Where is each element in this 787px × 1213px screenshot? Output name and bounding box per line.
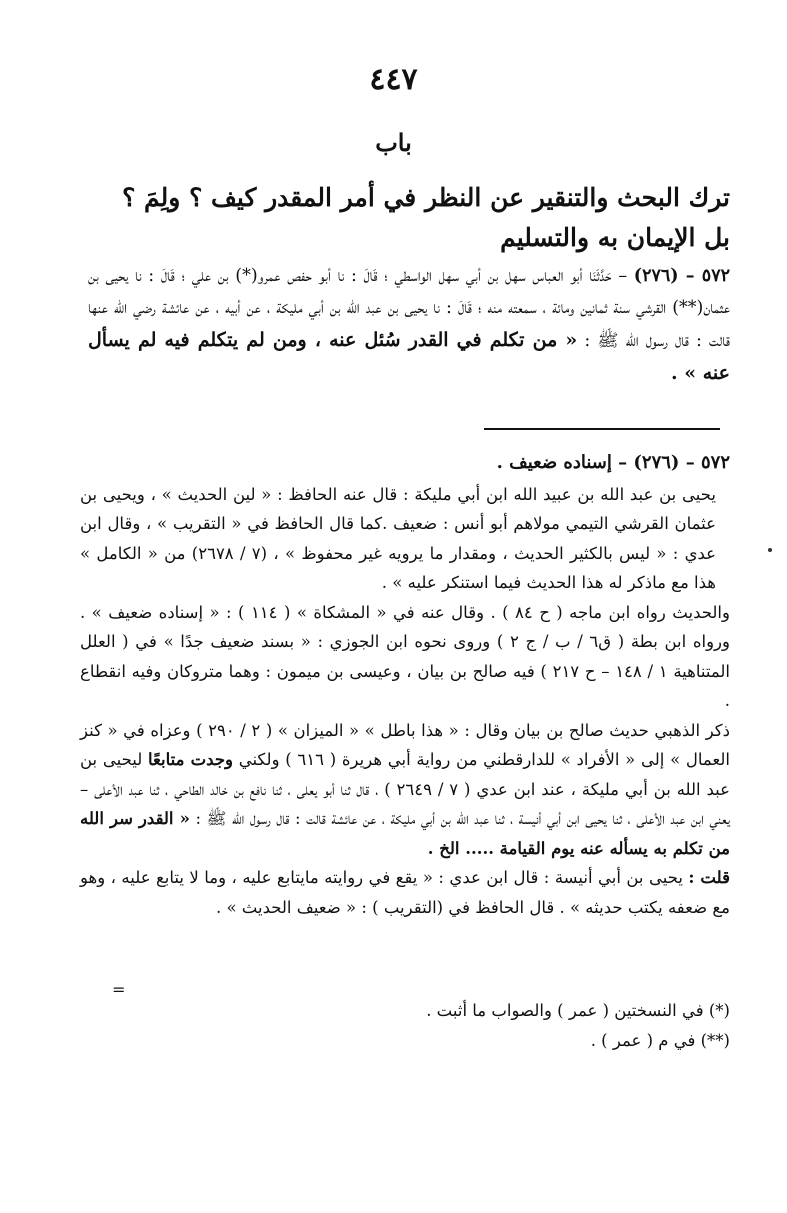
commentary-paragraph <box>80 716 730 864</box>
footnotes <box>80 996 730 1056</box>
commentary-note-label: قلت : <box>688 868 730 887</box>
commentary-heading: ٥٧٢ – (٢٧٦) – إسناده ضعيف . <box>496 452 730 473</box>
hadith-text <box>88 260 730 390</box>
footnote: (**) في م ( عمر ) . <box>590 1031 730 1050</box>
commentary-quote: « القدر سر الله من تكلم به يسأله عنه يوم القيامة ..... الخ . <box>80 809 730 858</box>
margin-dot <box>768 548 772 552</box>
hadith-number: ٥٧٢ – (٢٧٦) <box>633 266 730 286</box>
commentary-text: ليحيى بن عبد الله بن أبي مليكة ، عند ابن عدي ( ٧ / ٢٦٤٩ ) ، قال ثنا أبو يعلى ، ثنا نافع بن خالد الطاحي ، ثنا عبد الأعلى – يعني ابن عبد الأعلى ، ثنا يحيى ابن أبي أنيسة ، ثنا عبد الله بن أبي مليكة ، عن عائشة قالت : قال رسول الله ﷺ : <box>80 750 730 828</box>
chapter-label: باب <box>375 128 412 157</box>
continuation-mark: = <box>112 980 126 999</box>
page-number: ٤٤٧ <box>369 62 418 97</box>
commentary-paragraph <box>80 863 730 922</box>
commentary-paragraph: يحيى بن عبد الله بن عبيد الله ابن أبي مليكة : قال عنه الحافظ : « لين الحديث » ، ويحيى بن عثمان القرشي التيمي مولاهم أبو أنس : ضعيف .كما قال الحافظ في « التقريب » ، وقال ابن عدي : « ليس بالكثير الحديث ، ومقدار ما يرويه غير محفوظ » ، (٧ / ٢٦٧٨) من « الكامل » هذا مع ماذكر له هذا الحديث فيما استنكر عليه » . <box>80 484 716 592</box>
hadith-chain: – حَدَّثَنَا أبو العباس سهل بن أبي سهل الواسطي ؛ قَالَ : نا أبو حفص عمرو(*) بن علي ؛ قَالَ : نا يحيى بن عثمان(**) القرشي سنة ثمانين ومائة ، سمعته منه ؛ قَالَ : نا يحيى بن عبد الله بن أبي مليكة ، عن أبيه ، عن عائشة رضي الله عنها قالت : قال رسول الله ﷺ : <box>88 266 730 351</box>
footnote: (*) في النسختين ( عمر ) والصواب ما أثبت . <box>426 1001 730 1020</box>
chapter-title: ترك البحث والتنقير عن النظر في أمر المقدر كيف ؟ ولِمَ ؟ بل الإيمان به والتسليم <box>122 183 730 252</box>
commentary-text: ذكر الذهبي حديث صالح بن بيان وقال : « هذا باطل » « الميزان » ( ٢ / ٢٩٠ ) وعزاه في « كنز العمال » إلى « الأفراد » للدارقطني من رواية أبي هريرة ( ٦١٦ ) ولكني <box>80 720 731 769</box>
hadith-prophet-words: « من تكلم في القدر سُئل عنه ، ومن لم يتكلم فيه لم يسأل عنه » . <box>88 329 730 384</box>
commentary-emphasis: وجدت متابعًا <box>147 750 233 769</box>
commentary <box>80 448 730 922</box>
section-divider <box>484 428 720 430</box>
commentary-paragraph: والحديث رواه ابن ماجه ( ح ٨٤ ) . وقال عنه في « المشكاة » ( ١١٤ ) : « إسناده ضعيف » . ورواه ابن بطة ( ق٦ / ب / ج ٢ ) وروى نحوه ابن الجوزي : « بسند ضعيف جدًا » في ( العلل المتناهية ١ / ١٤٨ – ح ٢١٧ ) فيه صالح بن بيان ، وعيسى بن ميمون : وهما متروكان وفيه انقطاع . <box>80 602 730 710</box>
commentary-text: يحيى بن أبي أنيسة : قال ابن عدي : « يقع في روايته مايتابع عليه ، وما لا يتابع عليه ، وهو مع ضعفه يكتب حديثه » . قال الحافظ في (التقريب ) : « ضعيف الحديث » . <box>80 868 730 917</box>
